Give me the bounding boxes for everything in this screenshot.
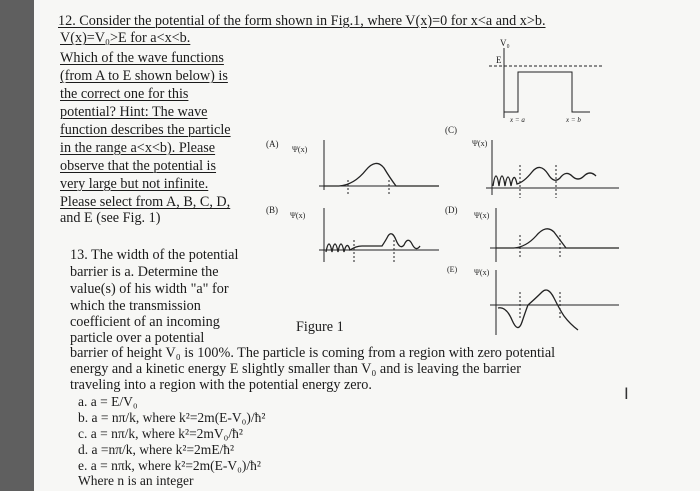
label-e: (E): [447, 265, 458, 274]
wave-b: [326, 234, 420, 252]
integer-note: Where n is an integer: [78, 473, 194, 488]
wave-c: [493, 167, 596, 186]
q12-line5: the correct one for this: [60, 86, 189, 102]
xb-label: x = b: [566, 116, 581, 124]
q13-line7: barrier of height V₀ is 100%. The particle is coming from a region with zero potential: [70, 345, 556, 361]
q12-line4: (from A to E shown below) is: [60, 68, 228, 84]
q12-line3: Which of the wave functions: [60, 50, 224, 66]
q12-line2: V(x)=V₀>E for a<x<b.: [60, 30, 191, 46]
option-a: a. a = E/V₀: [78, 394, 138, 409]
option-b: b. a = nπ/k, where k²=2m(E-V₀)/ħ²: [78, 410, 266, 425]
q13-line2: barrier is a. Determine the: [70, 264, 219, 280]
label-a: (A): [266, 139, 279, 149]
q13-line9: traveling into a region with the potential energy zero.: [70, 377, 372, 393]
q12-line7: function describes the particle: [60, 122, 231, 138]
q12-line1: 12. Consider the potential of the form shown in Fig.1, where V(x)=0 for x<a and x>b.: [58, 13, 546, 29]
label-c: (C): [445, 125, 457, 135]
option-c: c. a = nπ/k, where k²=2mV₀/ħ²: [78, 426, 243, 441]
q13-line3: value(s) of his width "a" for: [70, 281, 229, 297]
q13-line4: which the transmission: [70, 298, 201, 314]
wave-e: [498, 290, 578, 330]
q12-line11: Please select from A, B, C, D,: [60, 194, 231, 210]
panel-d: [445, 205, 619, 262]
panel-a: [266, 139, 439, 195]
q13-line8: energy and a kinetic energy E slightly smaller than V₀ and is leaving the barrier: [70, 361, 521, 377]
q12-line10: very large but not infinite.: [60, 176, 209, 192]
q13-line5: coefficient of an incoming: [70, 314, 220, 330]
e-label: E: [496, 55, 502, 65]
question-sheet: [34, 0, 700, 491]
psi-b: Ψ(x): [290, 211, 306, 220]
q12-line8: in the range a<x<b). Please: [60, 140, 216, 156]
panel-e: [447, 265, 619, 335]
psi-a: Ψ(x): [292, 145, 308, 154]
q12-line9: observe that the potential is: [60, 158, 217, 174]
potential-diagram: [489, 38, 602, 124]
q12-line12: and E (see Fig. 1): [60, 210, 161, 226]
psi-e: Ψ(x): [474, 268, 490, 277]
xa-label: x = a: [510, 116, 525, 124]
panel-c: [445, 125, 619, 198]
label-b: (B): [266, 205, 278, 215]
label-d: (D): [445, 205, 458, 215]
psi-c: Ψ(x): [472, 139, 488, 148]
barrier-outline: [504, 72, 590, 112]
option-d: d. a =nπ/k, where k²=2mE/ħ²: [78, 442, 235, 457]
option-e: e. a = nπk, where k²=2m(E-V₀)/ħ²: [78, 458, 261, 473]
text-cursor-icon: I: [624, 384, 629, 403]
panel-b: [266, 205, 439, 262]
psi-d: Ψ(x): [474, 211, 490, 220]
q13-line6: particle over a potential: [70, 330, 205, 346]
figure-caption: Figure 1: [296, 319, 344, 335]
q12-line6: potential? Hint: The wave: [60, 104, 208, 120]
wave-a: [324, 163, 439, 186]
v0-label: V₀: [500, 38, 510, 48]
wave-d: [496, 229, 619, 248]
q13-line1: 13. The width of the potential: [70, 247, 239, 263]
figure-1: [34, 0, 700, 491]
